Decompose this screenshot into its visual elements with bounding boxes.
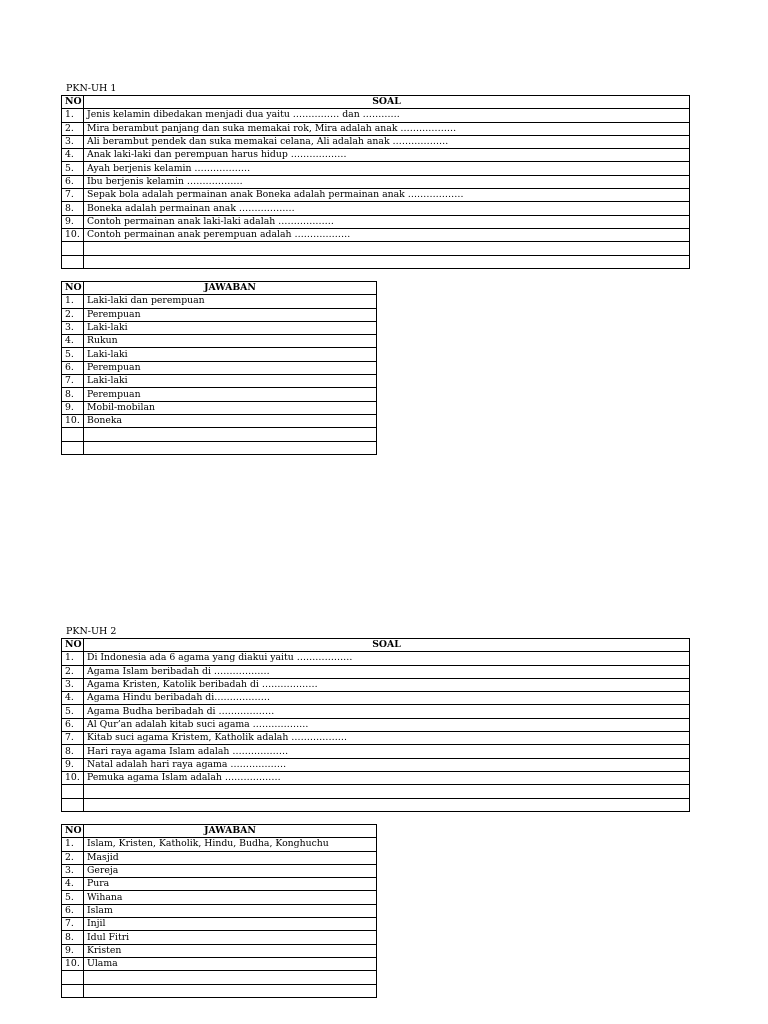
- row-number: [62, 798, 84, 811]
- row-number: 3.: [62, 864, 84, 877]
- row-text: Rukun: [84, 335, 377, 348]
- table-row: [62, 162, 690, 175]
- row-text: Laki-laki: [84, 348, 377, 361]
- row-text: Gereja: [84, 864, 377, 877]
- row-number: 2.: [62, 122, 84, 135]
- table-row: [62, 375, 377, 388]
- table-row: [62, 931, 377, 944]
- row-number: [62, 984, 84, 997]
- row-number: 4.: [62, 335, 84, 348]
- row-number: 1.: [62, 109, 84, 122]
- row-number: 3.: [62, 321, 84, 334]
- row-text: Ibu berjenis kelamin ………………: [84, 175, 690, 188]
- soal-table-uh2: [61, 638, 690, 812]
- table-row: [62, 771, 690, 784]
- row-number: 6.: [62, 361, 84, 374]
- row-number: 5.: [62, 162, 84, 175]
- row-number: 7.: [62, 918, 84, 931]
- row-text: Boneka: [84, 414, 377, 427]
- row-text: [84, 428, 377, 441]
- table-row: [62, 295, 377, 308]
- row-number: 3.: [62, 678, 84, 691]
- table-row: [62, 971, 377, 984]
- row-text: Perempuan: [84, 388, 377, 401]
- row-text: Pura: [84, 878, 377, 891]
- table-row: [62, 798, 690, 811]
- row-text: Laki-laki dan perempuan: [84, 295, 377, 308]
- row-text: Contoh permainan anak laki-laki adalah ………………: [84, 215, 690, 228]
- row-text: Laki-laki: [84, 375, 377, 388]
- row-number: 1.: [62, 838, 84, 851]
- table-row: [62, 665, 690, 678]
- col-header-soal: SOAL: [84, 639, 690, 652]
- row-number: 4.: [62, 692, 84, 705]
- table-row: [62, 335, 377, 348]
- table-row: [62, 944, 377, 957]
- table-row: [62, 984, 377, 997]
- table-row: [62, 732, 690, 745]
- row-text: Idul Fitri: [84, 931, 377, 944]
- row-number: 2.: [62, 665, 84, 678]
- row-text: Laki-laki: [84, 321, 377, 334]
- row-number: 3.: [62, 135, 84, 148]
- row-number: 2.: [62, 308, 84, 321]
- row-number: [62, 255, 84, 268]
- table-row: [62, 785, 690, 798]
- row-number: 6.: [62, 904, 84, 917]
- row-text: Mira berambut panjang dan suka memakai rok, Mira adalah anak ………………: [84, 122, 690, 135]
- col-header-jawaban: JAWABAN: [84, 282, 377, 295]
- table-row: [62, 878, 377, 891]
- row-number: 7.: [62, 375, 84, 388]
- row-text: Agama Islam beribadah di ………………: [84, 665, 690, 678]
- table-row: [62, 135, 690, 148]
- table-row: [62, 864, 377, 877]
- jawaban-table-uh1: [61, 281, 377, 455]
- table-row: [62, 441, 377, 454]
- row-text: Contoh permainan anak perempuan adalah ………………: [84, 228, 690, 241]
- section-title-uh2: PKN-UH 2: [66, 626, 117, 637]
- table-row: [62, 758, 690, 771]
- row-number: 4.: [62, 149, 84, 162]
- row-number: 5.: [62, 891, 84, 904]
- table-row: [62, 202, 690, 215]
- row-number: 5.: [62, 705, 84, 718]
- row-text: Pemuka agama Islam adalah ………………: [84, 771, 690, 784]
- row-number: 5.: [62, 348, 84, 361]
- table-row: [62, 361, 377, 374]
- row-text: Mobil-mobilan: [84, 401, 377, 414]
- row-text: Ali berambut pendek dan suka memakai celana, Ali adalah anak ………………: [84, 135, 690, 148]
- jawaban-table-uh2: [61, 824, 377, 998]
- table-row: [62, 401, 377, 414]
- row-text: Boneka adalah permainan anak ………………: [84, 202, 690, 215]
- table-row: [62, 242, 690, 255]
- row-text: Wihana: [84, 891, 377, 904]
- row-text: [84, 785, 690, 798]
- row-number: [62, 785, 84, 798]
- section-title-uh1: PKN-UH 1: [66, 83, 117, 94]
- row-text: Agama Budha beribadah di ………………: [84, 705, 690, 718]
- table-row: [62, 348, 377, 361]
- col-header-soal: SOAL: [84, 96, 690, 109]
- row-text: Hari raya agama Islam adalah ………………: [84, 745, 690, 758]
- row-text: Agama Hindu beribadah di………………: [84, 692, 690, 705]
- table-row: [62, 745, 690, 758]
- row-text: Kitab suci agama Kristem, Katholik adalah ………………: [84, 732, 690, 745]
- row-number: 10.: [62, 771, 84, 784]
- row-number: [62, 242, 84, 255]
- row-text: [84, 255, 690, 268]
- table-row: [62, 918, 377, 931]
- row-number: 2.: [62, 851, 84, 864]
- table-row: [62, 838, 377, 851]
- table-row: [62, 904, 377, 917]
- row-number: [62, 971, 84, 984]
- col-header-no: NO: [62, 825, 84, 838]
- row-number: 1.: [62, 295, 84, 308]
- row-number: 7.: [62, 732, 84, 745]
- table-header-row: [62, 639, 690, 652]
- row-number: 8.: [62, 388, 84, 401]
- row-text: Natal adalah hari raya agama ………………: [84, 758, 690, 771]
- table-row: [62, 678, 690, 691]
- table-row: [62, 705, 690, 718]
- row-text: [84, 984, 377, 997]
- row-text: Agama Kristen, Katolik beribadah di ………………: [84, 678, 690, 691]
- table-row: [62, 122, 690, 135]
- table-row: [62, 175, 690, 188]
- row-text: Masjid: [84, 851, 377, 864]
- row-text: Sepak bola adalah permainan anak Boneka adalah permainan anak ………………: [84, 189, 690, 202]
- table-header-row: [62, 96, 690, 109]
- row-number: [62, 428, 84, 441]
- table-row: [62, 428, 377, 441]
- table-row: [62, 149, 690, 162]
- table-header-row: [62, 825, 377, 838]
- table-row: [62, 321, 377, 334]
- row-text: Ayah berjenis kelamin ………………: [84, 162, 690, 175]
- row-number: 8.: [62, 931, 84, 944]
- row-number: 4.: [62, 878, 84, 891]
- row-number: 1.: [62, 652, 84, 665]
- row-number: 9.: [62, 215, 84, 228]
- row-number: 9.: [62, 401, 84, 414]
- table-row: [62, 308, 377, 321]
- row-text: Perempuan: [84, 361, 377, 374]
- row-text: Perempuan: [84, 308, 377, 321]
- table-row: [62, 388, 377, 401]
- row-number: 7.: [62, 189, 84, 202]
- row-number: 6.: [62, 718, 84, 731]
- row-text: Injil: [84, 918, 377, 931]
- table-header-row: [62, 282, 377, 295]
- table-row: [62, 652, 690, 665]
- row-number: 6.: [62, 175, 84, 188]
- row-text: [84, 798, 690, 811]
- row-text: [84, 242, 690, 255]
- row-text: Islam: [84, 904, 377, 917]
- col-header-jawaban: JAWABAN: [84, 825, 377, 838]
- row-text: Islam, Kristen, Katholik, Hindu, Budha, Konghuchu: [84, 838, 377, 851]
- table-row: [62, 692, 690, 705]
- table-row: [62, 851, 377, 864]
- row-number: 10.: [62, 228, 84, 241]
- table-row: [62, 109, 690, 122]
- row-number: 10.: [62, 414, 84, 427]
- row-number: 8.: [62, 745, 84, 758]
- soal-table-uh1: [61, 95, 690, 269]
- table-row: [62, 228, 690, 241]
- row-text: Jenis kelamin dibedakan menjadi dua yaitu …………… dan …………: [84, 109, 690, 122]
- table-row: [62, 414, 377, 427]
- col-header-no: NO: [62, 282, 84, 295]
- table-row: [62, 215, 690, 228]
- table-row: [62, 189, 690, 202]
- row-text: [84, 441, 377, 454]
- row-text: Kristen: [84, 944, 377, 957]
- row-text: Ulama: [84, 957, 377, 970]
- row-text: [84, 971, 377, 984]
- row-text: Al Qur’an adalah kitab suci agama ………………: [84, 718, 690, 731]
- col-header-no: NO: [62, 96, 84, 109]
- row-number: 8.: [62, 202, 84, 215]
- row-text: Di Indonesia ada 6 agama yang diakui yaitu ………………: [84, 652, 690, 665]
- col-header-no: NO: [62, 639, 84, 652]
- table-row: [62, 891, 377, 904]
- row-number: 10.: [62, 957, 84, 970]
- row-number: 9.: [62, 944, 84, 957]
- table-row: [62, 255, 690, 268]
- table-row: [62, 718, 690, 731]
- row-text: Anak laki-laki dan perempuan harus hidup ………………: [84, 149, 690, 162]
- row-number: 9.: [62, 758, 84, 771]
- row-number: [62, 441, 84, 454]
- table-row: [62, 957, 377, 970]
